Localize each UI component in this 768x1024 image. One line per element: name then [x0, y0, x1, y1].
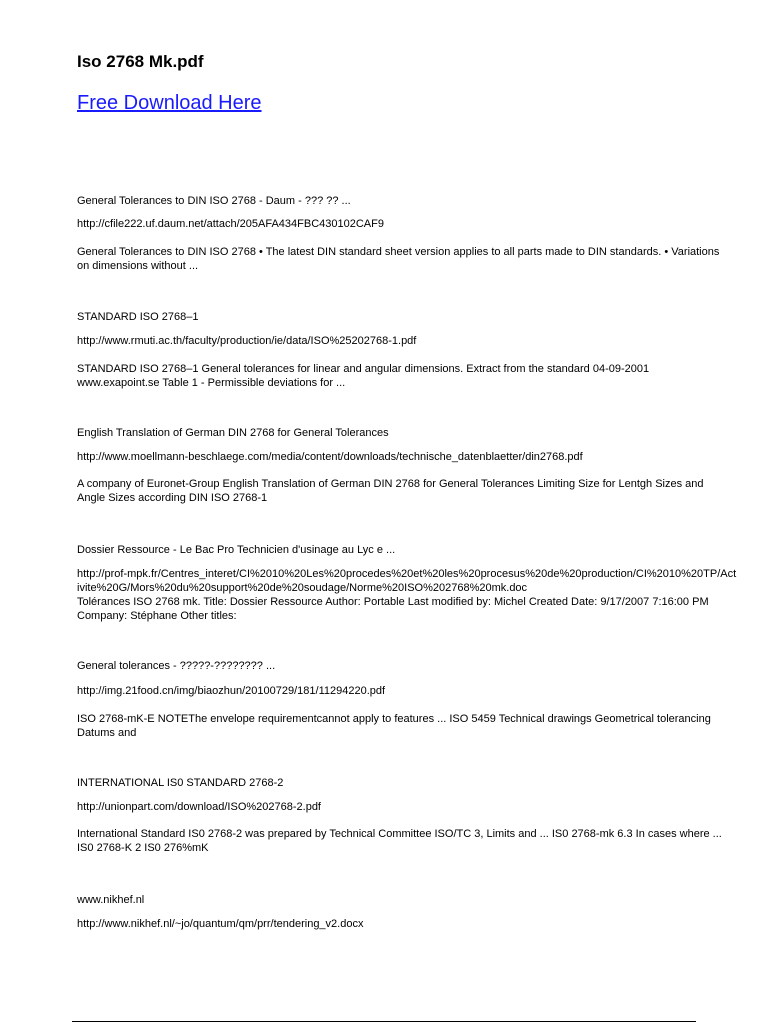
entry-url[interactable]: http://www.nikhef.nl/~jo/quantum/qm/prr/tendering_v2.docx [77, 918, 364, 930]
entry-description: General Tolerances to DIN ISO 2768 • The latest DIN standard sheet version applies to all parts made to DIN standards. • Variations on dimensions without ... [77, 246, 720, 272]
entry-url[interactable]: http://img.21food.cn/img/biaozhun/20100729/181/11294220.pdf [77, 685, 386, 697]
entry-description: International Standard IS0 2768-2 was prepared by Technical Committee ISO/TC 3, Limits and ... IS0 2768-mk 6.3 In cases where ... IS0 2768-K 2 IS0 276%mK [77, 828, 722, 854]
entry-title: General Tolerances to DIN ISO 2768 - Daum - ??? ?? ... [77, 195, 351, 207]
entry-url[interactable]: http://prof-mpk.fr/Centres_interet/CI%2010%20Les%20procedes%20et%20les%20procesus%20de%20production/CI%2010%20TP/Activite%20G/Mors%20du%20support%20de%20soudage/Norme%20ISO%202768%20mk.doc [77, 568, 737, 594]
entry-url[interactable]: http://unionpart.com/download/ISO%202768-2.pdf [77, 801, 321, 813]
entry-title: www.nikhef.nl [77, 894, 145, 906]
entry-url[interactable]: http://www.rmuti.ac.th/faculty/production/ie/data/ISO%25202768-1.pdf [77, 335, 417, 347]
entry-title: General tolerances - ?????-???????? ... [77, 660, 276, 672]
entry-url[interactable]: http://www.moellmann-beschlaege.com/media/content/downloads/technische_datenblaetter/din2768.pdf [77, 451, 583, 463]
document-title: Iso 2768 Mk.pdf [77, 52, 204, 71]
entry-description: A company of Euronet-Group English Translation of German DIN 2768 for General Tolerances Limiting Size for Lentgh Sizes and Angle Sizes according DIN ISO 2768-1 [77, 478, 704, 504]
entry-title: INTERNATIONAL IS0 STANDARD 2768-2 [77, 777, 284, 789]
entry-url[interactable]: http://cfile222.uf.daum.net/attach/205AFA434FBC430102CAF9 [77, 218, 384, 230]
free-download-link[interactable]: Free Download Here [77, 92, 262, 114]
entry-title: STANDARD ISO 2768–1 [77, 311, 199, 323]
entry-description: Tolérances ISO 2768 mk. Title: Dossier Ressource Author: Portable Last modified by: Michel Created Date: 9/17/2007 7:16:00 PM Company: Stéphane Other titles: [77, 596, 709, 622]
footer-divider [72, 1021, 696, 1022]
entry-title: Dossier Ressource - Le Bac Pro Technicien d'usinage au Lyc e ... [77, 544, 396, 556]
entry-title: English Translation of German DIN 2768 for General Tolerances [77, 427, 389, 439]
entry-description: ISO 2768-mK-E NOTEThe envelope requirementcannot apply to features ... ISO 5459 Technical drawings Geometrical tolerancing Datums and [77, 713, 711, 739]
entry-description: STANDARD ISO 2768–1 General tolerances for linear and angular dimensions. Extract from the standard 04-09-2001 www.exapoint.se Table 1 - Permissible deviations for ... [77, 363, 650, 389]
